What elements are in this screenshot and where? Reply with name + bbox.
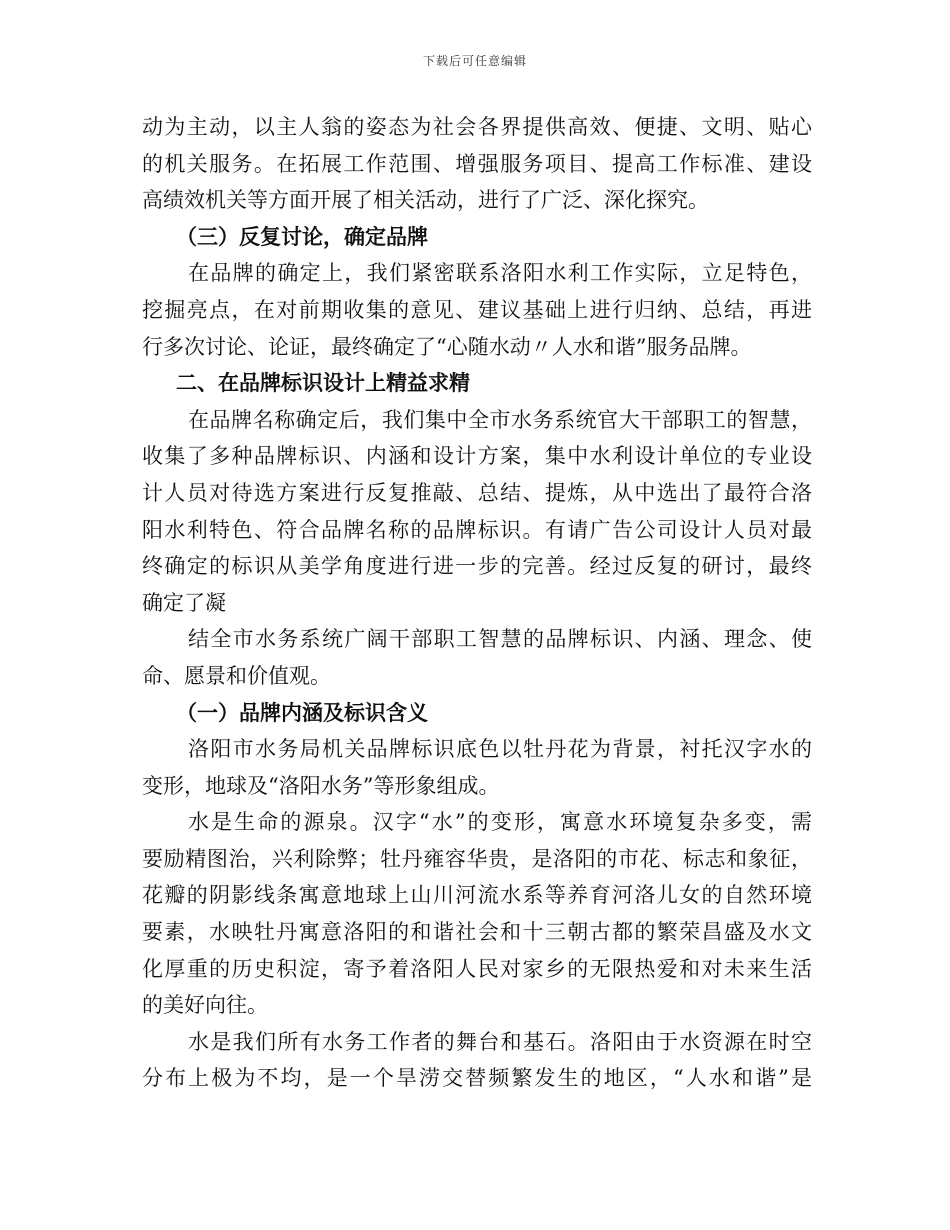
section-heading-3: （三）反复讨论，确定品牌 (176, 223, 428, 249)
paragraph-line: 要励精图治，兴利除弊；牡丹雍容华贵，是洛阳的市花、标志和象征， (142, 846, 812, 871)
paragraph-line: 结全市水务系统广阔干部职工智慧的品牌标识、内涵、理念、使 (188, 627, 812, 652)
section-heading-2: 二、在品牌标识设计上精益求精 (176, 370, 470, 396)
paragraph-line: 的美好向往。 (142, 993, 268, 1018)
paragraph-line: 在品牌的确定上，我们紧密联系洛阳水利工作实际，立足特色， (188, 261, 812, 286)
paragraph-line: 洛阳市水务局机关品牌标识底色以牡丹花为背景，衬托汉字水的 (188, 737, 812, 762)
paragraph-line: 收集了多种品牌标识、内涵和设计方案，集中水利设计单位的专业设 (142, 444, 812, 469)
paragraph-line: 确定了凝 (142, 590, 226, 615)
paragraph-line: 挖掘亮点，在对前期收集的意见、建议基础上进行归纳、总结，再进 (142, 297, 812, 322)
paragraph-line: 计人员对待选方案进行反复推敲、总结、提炼，从中选出了最符合洛 (142, 480, 812, 505)
paragraph-line: 行多次讨论、论证，最终确定了“心随水动〃人水和谐”服务品牌。 (142, 334, 752, 359)
paragraph-line: 化厚重的历史积淀，寄予着洛阳人民对家乡的无限热爱和对未来生活 (142, 956, 812, 981)
paragraph-line: 花瓣的阴影线条寓意地球上山川河流水系等养育河洛儿女的自然环境 (142, 883, 812, 908)
page-header: 下载后可任意编辑 (422, 54, 527, 68)
paragraph-line: 水是生命的源泉。汉字“水”的变形，寓意水环境复杂多变，需 (188, 810, 812, 835)
paragraph-line: 动为主动，以主人翁的姿态为社会各界提供高效、便捷、文明、贴心 (142, 115, 812, 139)
document-body (142, 109, 812, 1097)
paragraph-line: 要素，水映牡丹寓意洛阳的和谐社会和十三朝古都的繁荣昌盛及水文 (142, 920, 812, 945)
paragraph-line: 在品牌名称确定后，我们集中全市水务系统官大干部职工的智慧， (188, 407, 812, 432)
paragraph-line: 变形，地球及“洛阳水务”等形象组成。 (142, 773, 500, 798)
paragraph-line: 高绩效机关等方面开展了相关活动，进行了广泛、深化探究。 (142, 188, 709, 213)
paragraph-line: 水是我们所有水务工作者的舞台和基石。洛阳由于水资源在时空 (188, 1029, 812, 1054)
paragraph-line: 命、愿景和价值观。 (142, 663, 331, 688)
paragraph-line: 分布上极为不均，是一个旱涝交替频繁发生的地区，“人水和谐”是 (142, 1066, 812, 1091)
section-heading-3b: （一）品牌内涵及标识含义 (176, 699, 428, 725)
paragraph-line: 阳水利特色、符合品牌名称的品牌标识。有请广告公司设计人员对最 (142, 517, 812, 542)
paragraph-line: 的机关服务。在拓展工作范围、增强服务项目、提高工作标准、建设 (142, 151, 812, 176)
paragraph-line: 终确定的标识从美学角度进行进一步的完善。经过反复的研讨，最终 (142, 554, 812, 579)
